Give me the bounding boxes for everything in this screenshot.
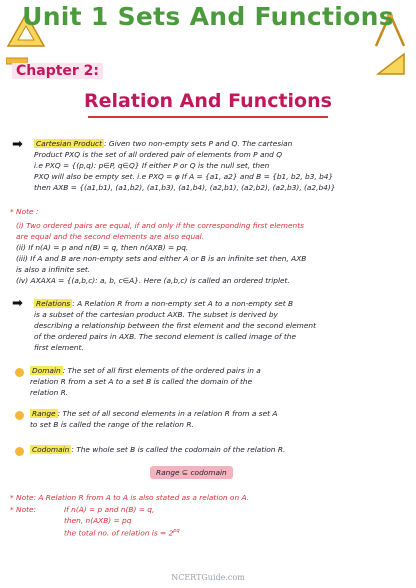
relations-line4: of the ordered pairs in AXB. The second element is called image of the — [34, 332, 296, 341]
range-line2: to set B is called the range of the relation R. — [30, 420, 194, 429]
codomain-line1: : The whole set B is called the codomain of the relation R. — [71, 445, 286, 454]
note-ii: (ii) If n(A) = p and n(B) = q, then n(AXB) = pq. — [16, 243, 189, 252]
note-iv: (iv) AXAXA = {(a,b,c): a, b, c∈A}. Here (a,b,c) is called an ordered triplet. — [16, 276, 290, 285]
unit-title: Unit 1 Sets And Functions — [22, 2, 394, 31]
domain-line3: relation R. — [30, 388, 69, 397]
cartesian-term: Cartesian Product — [36, 139, 102, 148]
relations-line2: is a subset of the cartesian product AXB. The subset is derived by — [34, 310, 278, 319]
chapter-label: Chapter 2: — [12, 63, 103, 79]
note-i-b: are equal and the second elements are also equal. — [16, 232, 205, 241]
set-square-icon — [376, 52, 406, 76]
bullet-icon — [15, 368, 24, 377]
relations-line3: describing a relationship between the first element and the second element — [34, 321, 316, 330]
bullet-icon — [15, 411, 24, 420]
title-underline — [88, 116, 328, 118]
note2-line4: the total no. of relation is = 2 — [64, 528, 174, 538]
domain-line1: : The set of all first elements of the ordered pairs in a — [62, 366, 261, 375]
range-codomain-pill: Range ⊆ codomain — [150, 466, 233, 479]
range-line1: : The set of all second elements in a relation R from a set A — [57, 409, 278, 418]
cartesian-line1: : Given two non-empty sets P and Q. The cartesian — [104, 139, 293, 148]
note-iii-a: (iii) If A and B are non-empty sets and either A or B is an infinite set then, AXB — [16, 254, 307, 263]
note-label: * Note : — [10, 207, 39, 216]
note2-line3: then, n(AXB) = pq — [64, 516, 132, 525]
relations-line1: : A Relation R from a non-empty set A to a non-empty set B — [72, 299, 294, 308]
relations-line5: first element. — [34, 343, 84, 352]
note2-sup: pq — [173, 528, 180, 534]
watermark: NCERTGuide.com — [171, 573, 245, 582]
arrow-icon: ➡ — [12, 137, 23, 152]
note2-line2: If n(A) = p and n(B) = q, — [64, 505, 155, 514]
codomain-term: Codomain — [32, 445, 70, 454]
cartesian-line3: i.e PXQ = {(p,q): p∈P, q∈Q} If either P or Q is the null set, then — [34, 161, 270, 170]
cartesian-line2: Product PXQ is the set of all ordered pair of elements from P and Q — [34, 150, 283, 159]
arrow-icon: ➡ — [12, 296, 23, 311]
note-iii-b: is also a infinite set. — [16, 265, 91, 274]
cartesian-line4: PXQ will also be empty set. i.e PXQ = φ If A = {a1, a2} and B = {b1, b2, b3, b4} — [34, 172, 334, 181]
chapter-title: Relation And Functions — [84, 90, 332, 112]
domain-term: Domain — [32, 366, 61, 375]
range-term: Range — [32, 409, 56, 418]
bullet-icon — [15, 447, 24, 456]
domain-line2: relation R from a set A to a set B is called the domain of the — [30, 377, 253, 386]
cartesian-line5: then AXB = {(a1,b1), (a1,b2), (a1,b3), (a1,b4), (a2,b1), (a2,b2), (a2,b3), (a2,b4)} — [34, 183, 336, 192]
note2-label: * Note: — [10, 505, 37, 514]
relations-term: Relations — [36, 299, 71, 308]
note2-line1: * Note: A Relation R from A to A is also stated as a relation on A. — [10, 493, 250, 502]
note-i-a: (i) Two ordered pairs are equal, if and only if the corresponding first elements — [16, 221, 304, 230]
